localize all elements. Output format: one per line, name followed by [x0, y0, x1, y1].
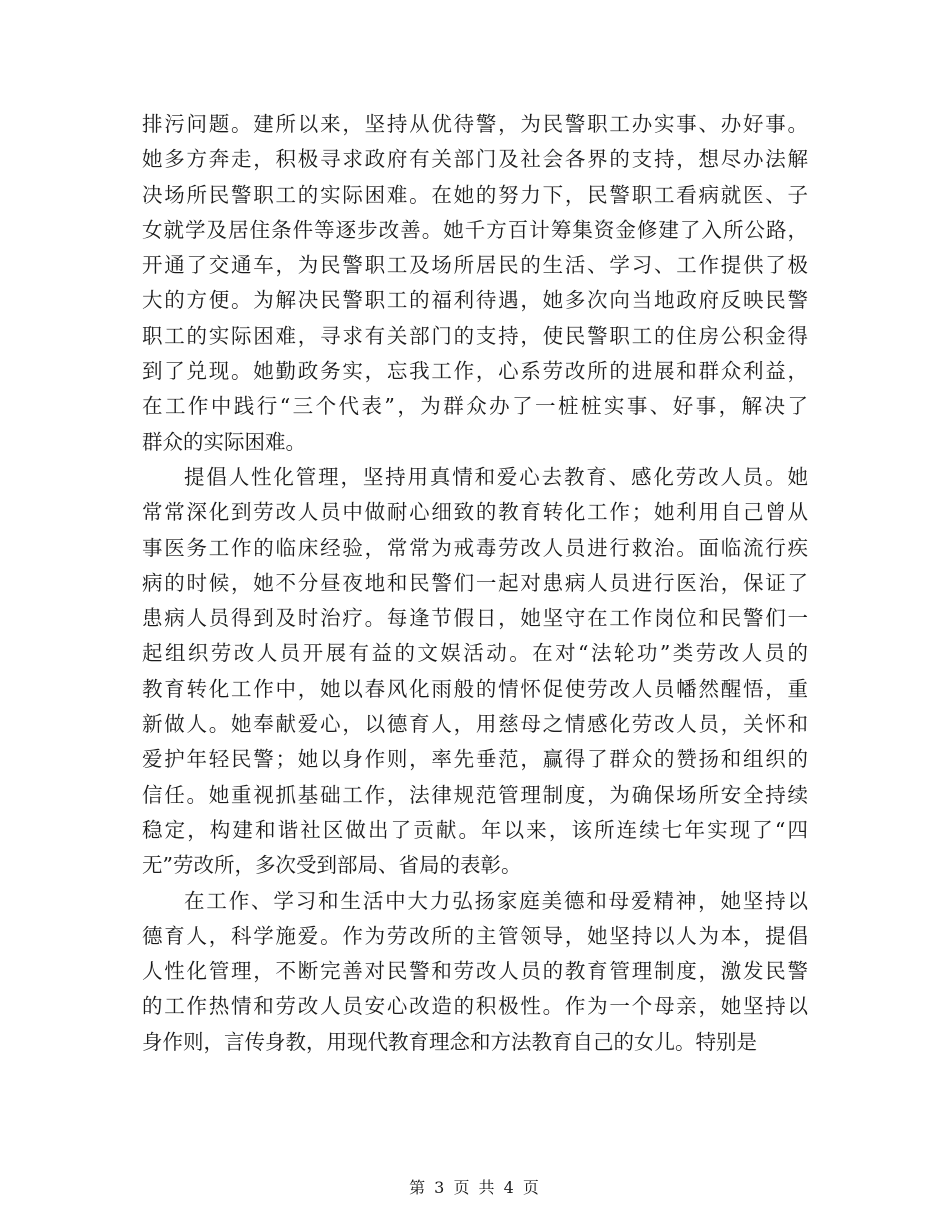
paragraph-line: 事医务工作的临床经验，常常为戒毒劳改人员进行救治。面临流行疾 — [142, 535, 808, 560]
document-body — [142, 107, 808, 1060]
paragraph-line: 人性化管理，不断完善对民警和劳改人员的教育管理制度，激发民警 — [142, 959, 808, 984]
paragraph-line: 在工作中践行“三个代表”，为群众办了一桩桩实事、好事，解决了 — [142, 394, 808, 419]
paragraph-line: 病的时候，她不分昼夜地和民警们一起对患病人员进行医治，保证了 — [142, 570, 808, 595]
paragraph-line: 无”劳改所，多次受到部局、省局的表彰。 — [142, 853, 522, 878]
paragraph-line: 稳定，构建和谐社区做出了贡献。年以来，该所连续七年实现了“四 — [142, 817, 808, 842]
paragraph-line: 开通了交通车，为民警职工及场所居民的生活、学习、工作提供了极 — [142, 253, 808, 278]
paragraph-line: 女就学及居住条件等逐步改善。她千方百计筹集资金修建了入所公路， — [142, 217, 808, 242]
paragraph-line: 职工的实际困难，寻求有关部门的支持，使民警职工的住房公积金得 — [142, 323, 808, 348]
paragraph-line: 决场所民警职工的实际困难。在她的努力下，民警职工看病就医、子 — [142, 182, 808, 207]
paragraph-line: 起组织劳改人员开展有益的文娱活动。在对“法轮功”类劳改人员的 — [142, 641, 808, 666]
paragraph-line: 大的方便。为解决民警职工的福利待遇，她多次向当地政府反映民警 — [142, 288, 808, 313]
paragraph-line: 患病人员得到及时治疗。每逢节假日，她坚守在工作岗位和民警们一 — [142, 606, 808, 631]
paragraph-line: 新做人。她奉献爱心，以德育人，用慈母之情感化劳改人员，关怀和 — [142, 712, 808, 737]
paragraph-line: 的工作热情和劳改人员安心改造的积极性。作为一个母亲，她坚持以 — [142, 994, 808, 1019]
paragraph-line: 教育转化工作中，她以春风化雨般的情怀促使劳改人员幡然醒悟，重 — [142, 676, 808, 701]
paragraph-line: 提倡人性化管理，坚持用真情和爱心去教育、感化劳改人员。她 — [184, 464, 808, 489]
paragraph-line: 群众的实际困难。 — [142, 429, 306, 454]
paragraph-line: 爱护年轻民警；她以身作则，率先垂范，赢得了群众的赞扬和组织的 — [142, 747, 808, 772]
paragraph-line: 在工作、学习和生活中大力弘扬家庭美德和母爱精神，她坚持以 — [184, 888, 808, 913]
paragraph-line: 她多方奔走，积极寻求政府有关部门及社会各界的支持，想尽办法解 — [142, 147, 808, 172]
paragraph-line: 德育人，科学施爱。作为劳改所的主管领导，她坚持以人为本，提倡 — [142, 923, 808, 948]
paragraph-line: 排污问题。建所以来，坚持从优待警，为民警职工办实事、办好事。 — [142, 112, 808, 136]
page-footer: 第 3 页 共 4 页 — [409, 1178, 541, 1197]
paragraph-line: 常常深化到劳改人员中做耐心细致的教育转化工作；她利用自己曾从 — [142, 500, 808, 525]
paragraph-line: 身作则，言传身教，用现代教育理念和方法教育自己的女儿。特别是 — [142, 1029, 757, 1054]
paragraph-line: 到了兑现。她勤政务实，忘我工作，心系劳改所的进展和群众利益， — [142, 359, 808, 384]
paragraph-line: 信任。她重视抓基础工作，法律规范管理制度，为确保场所安全持续 — [142, 782, 808, 807]
